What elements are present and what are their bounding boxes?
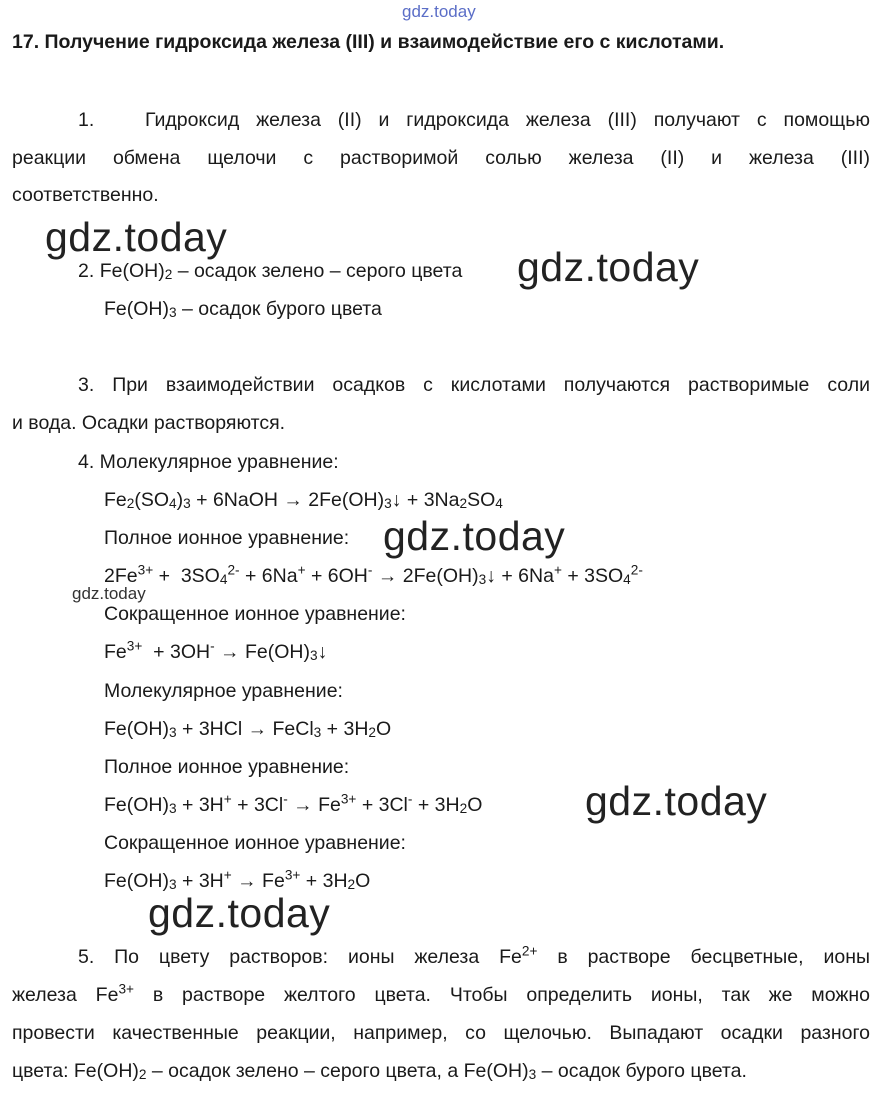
watermark: gdz.today <box>517 244 700 290</box>
s5-line1: 5. По цвету растворов: ионы железа $Fe^{2+}$ в растворе бесцветные, ионы <box>78 943 870 968</box>
watermark: gdz.today <box>45 214 228 260</box>
eq-full-ionic-1: $2Fe^{3+} + 3SO_4^{2-} + 6Na^+ + 6OH^-$ → $2Fe(OH)_3↓ + 6Na^+ + 3SO_4^{2-}$ <box>104 562 643 588</box>
eq-full-ionic-2: $Fe(OH)_3 + 3H^+ + 3Cl^- \to Fe^{3+} + 3Cl^- + 3H_2O$ <box>104 791 483 817</box>
s1-line1: Гидроксид железа (II) и гидроксида железа (III) получают с помощью <box>145 109 870 131</box>
s2-line2: $Fe(OH)_3$ – осадок бурого цвета <box>104 298 382 321</box>
eq-short-ionic-2: $Fe(OH)_3 + 3H^+ \to Fe^{3+} + 3H_2O$ <box>104 867 371 893</box>
watermark: gdz.today <box>148 890 331 936</box>
full-ionic-label-1: Полное ионное уравнение: <box>104 527 350 549</box>
s3-line1: 3. При взаимодействии осадков с кислотами получаются растворимые соли <box>78 374 870 396</box>
s1-line2: реакции обмена щелочи с растворимой солью железа (II) и железа (III) <box>12 147 870 169</box>
s5-line3: провести качественные реакции, например, со щелочью. Выпадают осадки разного <box>12 1022 870 1044</box>
full-ionic-label-2: Полное ионное уравнение: <box>104 756 350 778</box>
short-ionic-label-2: Сокращенное ионное уравнение: <box>104 832 406 854</box>
page-title: 17. Получение гидроксида железа (III) и взаимодействие его с кислотами. <box>12 31 725 53</box>
s5-line2: железа $Fe^{3+}$ в растворе желтого цвета. Чтобы определить ионы, так же можно <box>12 981 870 1006</box>
watermark: gdz.today <box>383 513 566 559</box>
watermark-small: gdz.today <box>72 584 146 603</box>
eq-molecular-1: $Fe_2(SO_4)_3$ + 6NaOH → $2Fe(OH)_3↓ + 3Na_2SO_4$ <box>104 489 503 512</box>
s1-line3: соответственно. <box>12 184 159 206</box>
eq-short-ionic-1: $Fe^{3+} + 3OH^-$ → $Fe(OH)_3↓$ <box>104 638 328 664</box>
molecular-label-2: Молекулярное уравнение: <box>104 680 343 702</box>
s3-line2: и вода. Осадки растворяются. <box>12 412 286 434</box>
s4-head: 4. Молекулярное уравнение: <box>78 451 339 473</box>
eq-molecular-2: $Fe(OH)_3 + 3HCl$ → FeCl$_3$ + $3H_2O$ <box>104 718 392 741</box>
watermark-top: gdz.today <box>402 2 476 21</box>
short-ionic-label-1: Сокращенное ионное уравнение: <box>104 603 406 625</box>
watermark: gdz.today <box>585 778 768 824</box>
s5-line4: цвета: $Fe(OH)_2$ – осадок зелено – серого цвета, а $Fe(OH)_3$ – осадок бурого цвета. <box>12 1060 747 1083</box>
s2-line1: 2. $Fe(OH)_2$ – осадок зелено – серого цвета <box>78 260 463 283</box>
s1-number: 1. <box>78 109 95 131</box>
